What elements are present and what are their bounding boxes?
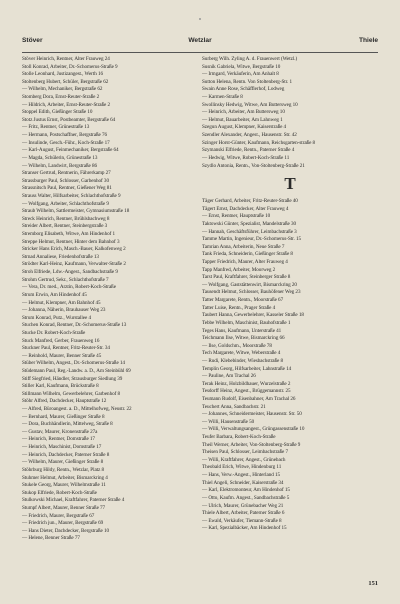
directory-entry: Tarst Paul, Kraftfahrer, Steinberger Straße 8 — [202, 274, 291, 281]
directory-entry: Szendler Alexander, Angest., Hausenstr. Str. 42 — [202, 132, 297, 139]
directory-entry: Theisen Paul, Schlosser, Leimbachstraße 7 — [202, 449, 288, 456]
directory-entry: — Ernst, Rentner, Hauptstraße 10 — [202, 213, 271, 220]
directory-entry: Strassburger Paul, Schlosser, Garbenhof 30 — [22, 177, 109, 184]
directory-entry: — Pauline, Am Trachal 26 — [202, 373, 256, 380]
directory-entry: Stillmann Wilhelm, Gewerbelehrer, Garbenhof 8 — [22, 390, 121, 397]
directory-entry: — Hannah, Geschäftsführer, Leimbachstraße 3 — [202, 228, 297, 235]
directory-entry: Strassnitsch Paul, Rentner, Gießener Weg 81 — [22, 185, 112, 192]
directory-entry: Teuchert Anna, Sandbachstr. 21 — [202, 403, 266, 410]
directory-entry: — Friedrich, Maurer, Bergstraße 67 — [22, 512, 95, 519]
directory-entry: Taubert Hanna, Gewerbelehrer, Kasseler Straße 18 — [202, 312, 304, 319]
scan-mark — [199, 18, 201, 20]
directory-entry: Stüber Wilhelm, Angest., Dr.-Schomerus-Straße 14 — [22, 360, 125, 367]
directory-entry: — Hans, Verw.-Angest., Hinterland 15 — [202, 472, 281, 479]
directory-entry: Teichmann Ilse, Witwe, Bismarckring 66 — [202, 335, 285, 342]
directory-entry: Streck Heinrich, Rentner, Brühlsbachweg 8 — [22, 215, 110, 222]
directory-entry: — Reinhold, Maurer, Benner Straße 45 — [22, 352, 102, 359]
directory-entry: — Wolfgang, Gaststättenwirt, Bismarckring 20 — [202, 281, 297, 288]
directory-entry: Tapp Manfred, Arbeiter, Moorweg 2 — [202, 266, 276, 273]
directory-entry: Tausendt Helmut, Schlosser, Bauhöfener Weg 23 — [202, 289, 301, 296]
directory-entry: — Wilhelm, Mechaniker, Bergstraße 62 — [22, 86, 103, 93]
directory-entry: — Willi, Hausenstraße 50 — [202, 418, 255, 425]
directory-entry: Stüdemann Paul, Reg.-Landw. a. D., Am Steinbühl 69 — [22, 367, 131, 374]
directory-entry: — Wilhelm, Landwirt, Bergstraße 86 — [22, 162, 97, 169]
directory-entry: Surberg Wilh. Zyling A. d. Frauenwert (Wetzl.) — [202, 56, 298, 62]
directory-entry: Tamme Martin, Ingenieur, Dr.-Schomerus-Str. 15 — [202, 236, 302, 243]
directory-entry: — Fritz, Rentner, Grünestraße 13 — [22, 124, 90, 131]
directory-entry: Stuhmer Helmut, Arbeiter, Bismarckring 4 — [22, 474, 108, 481]
directory-entry: — Magda, Schülerin, Grünestraße 13 — [22, 154, 98, 161]
directory-entry: — Willi, Verwaltungsangest., Grüngassenstraße 10 — [202, 426, 305, 433]
directory-entry: — Heinrich, Arbeiter, Am Buttersweg 10 — [202, 109, 285, 116]
directory-entry: — Johanna, Näherin, Brauhauser Weg 23 — [22, 307, 106, 314]
directory-entry: — Hans Dieter, Dachdecker, Bergstraße 10 — [22, 527, 109, 534]
directory-entry: — Otto, Kaufm. Angest., Sandbachstraße 5 — [202, 494, 290, 501]
directory-entry: Stricker Hans Erich, Masch.-Bauer, Kalkofenweg 2 — [22, 246, 126, 253]
directory-entry: — Gustav, Maurer, Kronenstraße 27a — [22, 428, 98, 435]
directory-entry: Theobald Erich, Witwe, Hindenburg 11 — [202, 464, 282, 471]
directory-entry: Szinger Horst-Günter, Kaufmann, Reichsgarten-straße 8 — [202, 139, 316, 146]
right-column-t-entries — [202, 198, 378, 533]
directory-entry: Szymanski Elfriede, Rentn., Paterner Straße 4 — [202, 147, 295, 154]
directory-entry: Swain Anne Rose, Schäfflerhof, Lodweg — [202, 86, 285, 93]
directory-entry: Strum Erwin, Am Hindenhof 45 — [22, 291, 87, 298]
directory-entry: Tägert Ernst, Dachdecker, Alter Frauweg 4 — [202, 205, 289, 212]
directory-entry: — Karmen-Straße 8 — [202, 94, 243, 101]
directory-entry: — Ewald, Verkäufer, Tiemann-Straße 8 — [202, 517, 282, 524]
directory-entry: Stöhrburg Hildy, Rentn., Wetzlar, Platz 8 — [22, 466, 105, 473]
directory-entry: Tapper Friedrich, Maurer, Alter Frauweg 4 — [202, 259, 288, 266]
directory-entry: Susnik Gabriela, Witwe, Bergstraße 10 — [202, 63, 281, 70]
directory-entry: Stomberg Dora, Ernst-Reuter-Straße 2 — [22, 94, 100, 101]
directory-entry: Taktowski Günter, Spezialist, Mandelstraße 30 — [202, 220, 296, 227]
directory-entry: Täger Gerhard, Arbeiter, Fritz-Reuter-Straße 40 — [202, 198, 298, 205]
directory-entry: — Ulrich, Maurer, Grünebacher Weg 21 — [202, 502, 284, 509]
directory-entry: Strohm Gertrud, Sekr., Schlachthofstraße 7 — [22, 276, 109, 283]
page-number: 151 — [368, 580, 378, 587]
directory-entry: Stotz Justus Ernst, Postbeamter, Bergstraße 64 — [22, 116, 116, 123]
directory-entry: Templin Georg, Hilfsarbeiter, Lahnstraße 14 — [202, 365, 292, 372]
directory-entry: — Bernhard, Maurer, Gießinger Straße 8 — [22, 413, 105, 420]
directory-entry: Strum Konrad, Putz., Wurstallee 4 — [22, 314, 92, 321]
directory-entry: Stöhr Alfred, Dachdecker, Hauptstraße 12 — [22, 398, 107, 405]
directory-entry: — Hedwig, Witwe, Robert-Koch-Straße 11 — [202, 154, 290, 161]
running-head-center: Wetzlar — [188, 37, 212, 44]
directory-entry: — Johannes, Schneidermeister, Hausenstr. Str. 50 — [202, 411, 302, 418]
directory-entry: — Heinrich, Dachdecker, Paterner Straße 8 — [22, 451, 110, 458]
directory-entry: Tatter Luise, Rentn., Prager Straße 4 — [202, 304, 276, 311]
directory-entry: — Alfred, Büroangest. a. D., Mittelhofweg, Neustr. 22 — [22, 406, 132, 413]
directory-entry: Stoltenberg Hubert, Schüler, Bergstraße 62 — [22, 78, 109, 85]
directory-entry: Tebbe Wilhelm, Maschinist, Bauhofstraße 1 — [202, 319, 291, 326]
directory-entry: — Hildrich, Arbeiter, Ernst-Reuter-Straße 2 — [22, 101, 111, 108]
directory-entry: Streppe Helmut, Rentner, Hinter dem Bahnhof 3 — [22, 238, 120, 245]
directory-entry: Stukele Georg, Maurer, Wilhelmstraße 11 — [22, 482, 106, 489]
directory-entry: Szydlo Antonia, Rentn., Von-Stoltenberg-Straße 21 — [202, 162, 305, 169]
directory-entry: — Irmgard, Verkäuferin, Am Anhalt 8 — [202, 71, 279, 78]
directory-entry: — Willi, Kraftfahrer, Angest., Grünebach — [202, 456, 286, 463]
directory-entry: Straub Wilhelm, Sattlermeister, Gymnasiumstraße 18 — [22, 208, 130, 215]
section-letter-heading: T — [284, 174, 296, 194]
directory-entry: — Rudi, Klebebinder, Wiesbachstraße 8 — [202, 357, 284, 364]
directory-entry: — Friedrich jun., Maurer, Bergstraße 69 — [22, 520, 104, 527]
running-head-left: Stöver — [22, 37, 43, 44]
left-column — [22, 56, 198, 543]
directory-entry: Stiff Siegfried, Händler, Strausburger Siedlung 39 — [22, 375, 123, 382]
directory-entry: Stiller Karl, Kaufmann, Brückstraße 8 — [22, 383, 99, 390]
right-column — [202, 56, 378, 533]
running-head — [22, 37, 378, 49]
directory-entry: Stukop Elfriede, Robert-Koch-Straße — [22, 489, 97, 496]
directory-entry: Stroh Elfriede, Ldw.-Angest., Sandbachstraße 9 — [22, 269, 118, 276]
directory-entry: Stranser Gertrud, Rentnerin, Fährerkamp 27 — [22, 170, 111, 177]
directory-entry: Thiel Angeli, Schneider, Kaiserstraße 34 — [202, 479, 284, 486]
directory-entry: — Heinrich, Rentner, Domstraße 17 — [22, 436, 95, 443]
directory-entry: Stuckner Paul, Rentner, Fritz-Reuter-Str. 34 — [22, 345, 110, 352]
directory-entry: Tank Frieda, Schneiderin, Gießinger Straße 8 — [202, 251, 293, 258]
directory-entry: Swollinsky Hedwig, Witwe, Am Buttersweg 10 — [202, 101, 298, 108]
running-head-right: Thiele — [358, 37, 378, 44]
header-rule — [22, 52, 378, 53]
directory-entry: — Wilhelm, Maurer, Gießinger Straße 8 — [22, 459, 104, 466]
directory-entry: Stucke Dr. Robert-Koch-Straße — [22, 329, 86, 336]
directory-entry: Stulkowski Michael, Kraftfahrer, Paterner Straße 4 — [22, 497, 125, 504]
directory-entry: — Karl, Elektromonteur, Am Hindenhof 15 — [202, 487, 290, 494]
directory-entry: — Hermann, Postschaffner, Bergstraße 76 — [22, 132, 108, 139]
directory-entry: Streider Albert, Rentner, Steinbergstraße 3 — [22, 223, 108, 230]
directory-entry: Stöver Heinrich, Rentner, Alter Frauweg 24 — [22, 56, 110, 62]
directory-entry: — Helene, Benner Straße 77 — [22, 535, 80, 542]
directory-entry: Stumpf Albert, Maurer, Benner Straße 77 — [22, 504, 106, 511]
directory-entry: — Karl-August, Feinmechaniker, Bergstraße 64 — [22, 147, 119, 154]
directory-entry: Stuck Manfred, Gerber, Frauenweg 16 — [22, 337, 100, 344]
directory-entry: Tesdorff Heinz, Angest., Brüggemannstr. 25 — [202, 388, 291, 395]
directory-entry: Teufer Barbara, Robert-Koch-Straße — [202, 434, 276, 441]
directory-entry: Strauss Walter, Hilfsarbeiter, Schlachthofstraße 9 — [22, 192, 121, 199]
directory-entry: Thiele Albert, Arbeiter, Paterner Straße 6 — [202, 510, 285, 517]
directory-entry: Sutton Helena, Rentn. Von Stoltenberg-Str. 1 — [202, 78, 293, 85]
directory-entry: — Dora, Buchhändlerin, Mittelweg, Straße 8 — [22, 421, 113, 428]
directory-entry: Tamrian Anna, Arbeiterin, Neue Straße 7 — [202, 243, 285, 250]
directory-entry: Stuchen Konrad, Rentner, Dr.-Schomerus-Straße 13 — [22, 322, 127, 329]
directory-entry: Teumann Rudolf, Eisenbahner, Am Trachal 26 — [202, 395, 296, 402]
directory-entry: — Heinrich, Maschinist, Domstraße 17 — [22, 444, 102, 451]
directory-entry: Stoppel Edith, Gießinger Straße 10 — [22, 109, 93, 116]
right-column-s-entries — [202, 56, 378, 170]
directory-entry: Stolle Leonhard, Justizangest., Werth 16 — [22, 71, 104, 78]
directory-entry: Tech Margarete, Witwe, Weberstraße 4 — [202, 350, 281, 357]
directory-entry: — Wolfgang, Arbeiter, Schlachthofstraße 9 — [22, 200, 109, 207]
directory-entry: — Insulinde, Gesch.-Führ., Koch-Straße 17 — [22, 139, 110, 146]
directory-entry: Strnad Annaliese, Friedenhofstraße 13 — [22, 253, 99, 260]
directory-entry: Tatter Margarete, Rentn., Moorstraße 67 — [202, 297, 284, 304]
directory-entry: — Vera, Dr. med., Ärztin, Robert-Koch-Straße — [22, 284, 116, 291]
directory-entry: Terak Heinz, Holzbildhauer, Wurzelstraße 2 — [202, 380, 291, 387]
directory-entry: — Helmut, Bauarbeiter, Am Lahnweg 1 — [202, 116, 283, 123]
directory-entry: — Helmut, Klempner, Am Bahnhof 45 — [22, 299, 101, 306]
directory-entry: — Ilse, Goldschm., Moorstraße 78 — [202, 342, 272, 349]
directory-entry: Teges Hans, Kaufmann, Unterstraße 41 — [202, 327, 282, 334]
directory-entry: Szegun August, Klempner, Kaiserstraße 4 — [202, 124, 287, 131]
directory-entry: Theil Werner, Arbeiter, Von-Stoltenberg-Straße 9 — [202, 441, 301, 448]
directory-entry: Stremborg Elisabeth, Witwe, Am Hindenhof 1 — [22, 231, 116, 238]
directory-entry: Strödter Karl-Heinz, Kaufmann, Verwalter-Straße 2 — [22, 261, 126, 268]
directory-entry: — Karl, Spezialbäcker, Am Hindenhof 15 — [202, 525, 287, 532]
directory-entry: Stoll Konrad, Arbeiter, Dr.-Schomerus-Straße 9 — [22, 63, 118, 70]
